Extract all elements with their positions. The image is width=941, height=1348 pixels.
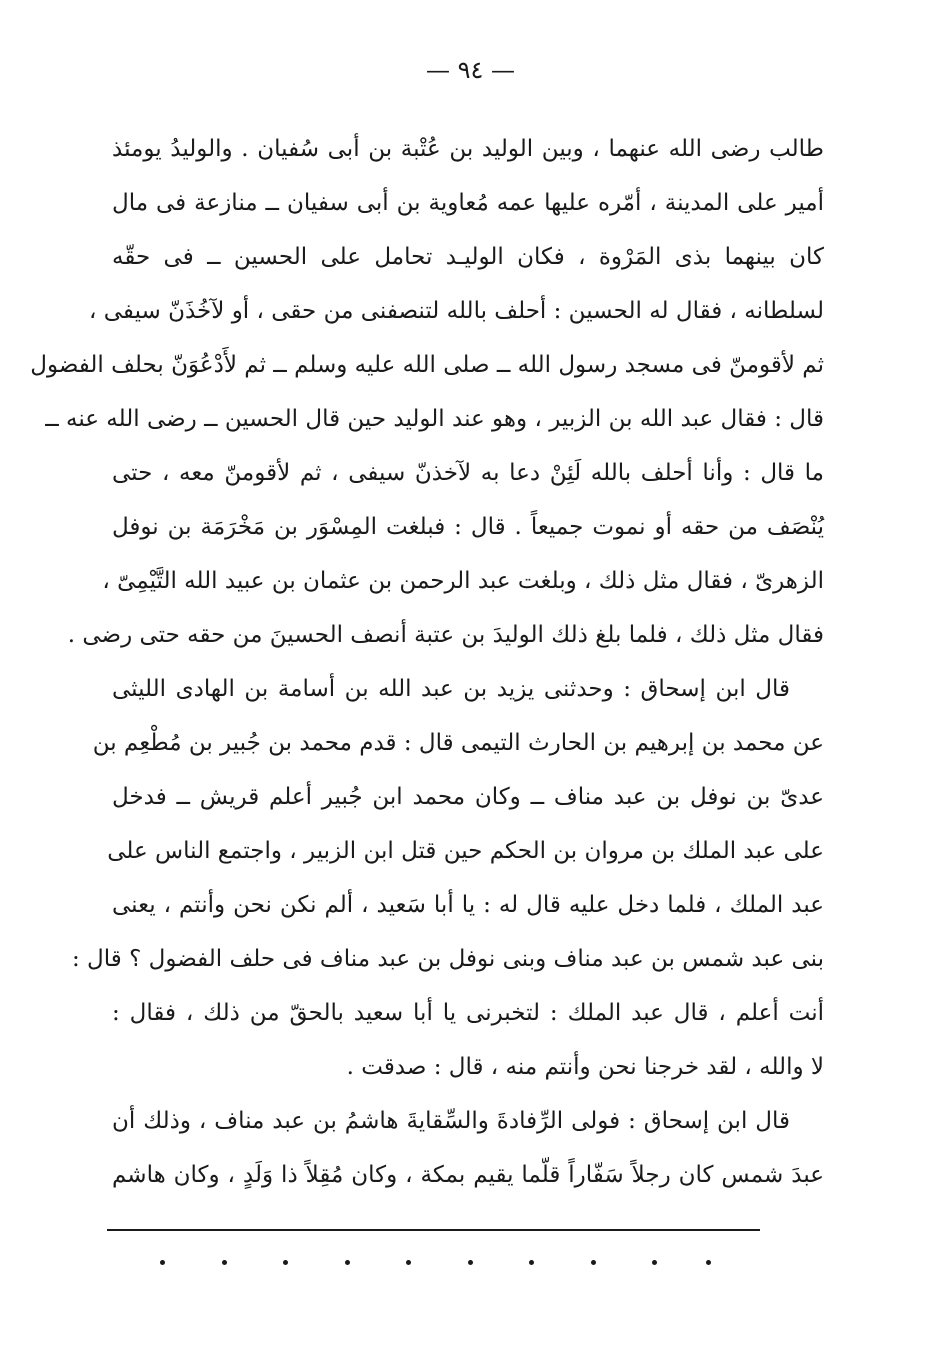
body-text <box>30 122 824 1202</box>
text-line: أنت أعلم ، قال عبد الملك : لتخبرنى يا أبا سعيد بالحقّ من ذلك ، فقال : <box>112 1000 824 1026</box>
footer-rule <box>107 1229 760 1231</box>
footnote-dot <box>706 1260 711 1265</box>
footnote-dot <box>468 1260 473 1265</box>
text-line: قال ابن إسحاق : فولى الرِّفادةَ والسِّقايةَ هاشمُ بن عبد مناف ، وذلك أن <box>112 1108 790 1134</box>
footnote-dot <box>283 1260 288 1265</box>
text-line: عدىّ بن نوفل بن عبد مناف ــ وكان محمد ابن جُبير أعلم قريش ــ فدخل <box>112 784 824 810</box>
text-line: عن محمد بن إبرهيم بن الحارث التيمى قال : قدم محمد بن جُبير بن مُطْعِم بن <box>92 730 824 756</box>
text-line: أمير على المدينة ، أمّره عليها عمه مُعاوية بن أبى سفيان ــ منازعة فى مال <box>112 190 824 216</box>
text-line: قال : فقال عبد الله بن الزبير ، وهو عند الوليد حين قال الحسين ــ رضى الله عنه ــ <box>45 406 824 432</box>
footnote-dot <box>591 1260 596 1265</box>
footnote-dot <box>529 1260 534 1265</box>
text-line: عبدَ شمس كان رجلاً سَفّاراً قلّما يقيم بمكة ، وكان مُقِلاً ذا وَلَدٍ ، وكان هاشم <box>112 1162 824 1188</box>
footnote-dot <box>160 1260 165 1265</box>
text-line: عبد الملك ، فلما دخل عليه قال له : يا أبا سَعيد ، ألم نكن نحن وأنتم ، يعنى <box>112 892 824 918</box>
footnote-dots <box>140 1252 740 1272</box>
text-line: يُنْصَف من حقه أو نموت جميعاً . قال : فبلغت المِسْوَر بن مَخْرَمَة بن نوفل <box>112 514 824 540</box>
text-line: الزهرىّ ، فقال مثل ذلك ، وبلغت عبد الرحمن بن عثمان بن عبيد الله التَّيْمِىّ ، <box>102 568 824 594</box>
page-number: — ٩٤ — <box>425 56 516 84</box>
text-line: طالب رضى الله عنهما ، وبين الوليد بن عُتْبة بن أبى سُفيان . والوليدُ يومئذ <box>112 136 824 162</box>
text-line: على عبد الملك بن مروان بن الحكم حين قتل ابن الزبير ، واجتمع الناس على <box>107 838 824 864</box>
footnote-dot <box>652 1260 657 1265</box>
footnote-dot <box>345 1260 350 1265</box>
text-line: فقال مثل ذلك ، فلما بلغ ذلك الوليدَ بن عتبة أنصف الحسينَ من حقه حتى رضى . <box>67 622 824 648</box>
footnote-dot <box>406 1260 411 1265</box>
text-line: بنى عبد شمس بن عبد مناف وبنى نوفل بن عبد مناف فى حلف الفضول ؟ قال : <box>72 946 824 972</box>
text-line: لسلطانه ، فقال له الحسين : أحلف بالله لتنصفنى من حقى ، أو لآخُذَنّ سيفى ، <box>89 298 824 324</box>
text-line: كان بينهما بذى المَرْوة ، فكان الوليـد تحامل على الحسين ــ فى حقّه <box>112 244 824 270</box>
text-line: قال ابن إسحاق : وحدثنى يزيد بن عبد الله بن أسامة بن الهادى الليثى <box>112 676 790 702</box>
text-line: لا والله ، لقد خرجنا نحن وأنتم منه ، قال : صدقت . <box>346 1054 824 1080</box>
text-line: ما قال : وأنا أحلف بالله لَئِنْ دعا به لآخذنّ سيفى ، ثم لأقومنّ معه ، حتى <box>112 460 824 486</box>
footnote-dot <box>222 1260 227 1265</box>
text-line: ثم لأقومنّ فى مسجد رسول الله ــ صلى الله عليه وسلم ــ ثم لأَدْعُوَنّ بحلف الفضول <box>30 352 824 378</box>
